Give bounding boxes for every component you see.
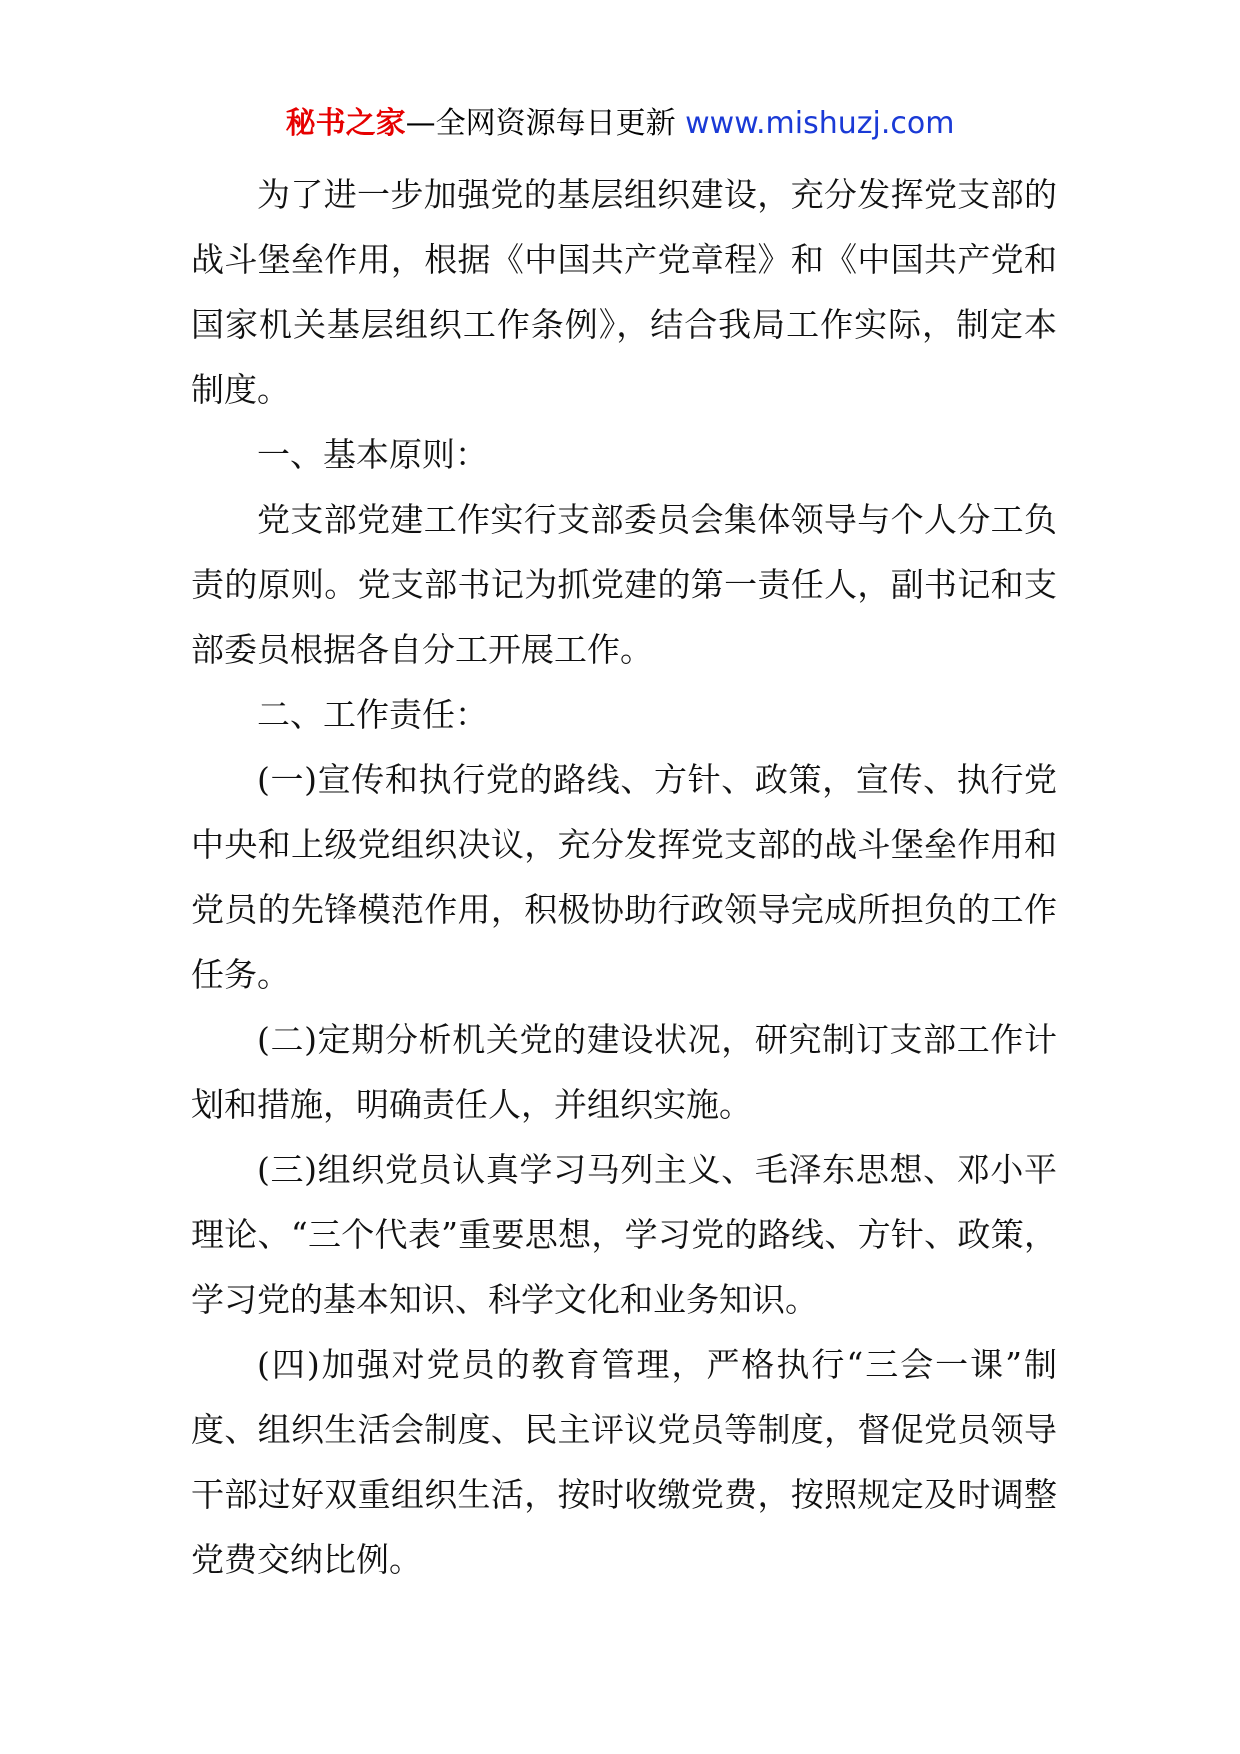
responsibility-item-4: (四)加强对党员的教育管理，严格执行“三会一课”制度、组织生活会制度、民主评议党员等制度，督促党员领导干部过好双重组织生活，按时收缴党费，按照规定及时调整党费交纳比例。	[191, 1345, 1057, 1579]
page-header	[0, 98, 1240, 150]
responsibility-item-3: (三)组织党员认真学习马列主义、毛泽东思想、邓小平理论、“三个代表”重要思想，学习党的路线、方针、政策，学习党的基本知识、科学文化和业务知识。	[191, 1150, 1057, 1319]
intro-paragraph: 为了进一步加强党的基层组织建设，充分发挥党支部的战斗堡垒作用，根据《中国共产党章程》和《中国共产党和国家机关基层组织工作条例》，结合我局工作实际，制定本制度。	[191, 175, 1057, 409]
responsibility-item-1: (一)宣传和执行党的路线、方针、政策，宣传、执行党中央和上级党组织决议，充分发挥党支部的战斗堡垒作用和党员的先锋模范作用，积极协助行政领导完成所担负的工作任务。	[191, 760, 1057, 994]
brand-name: 秘书之家	[285, 106, 406, 141]
header-tagline: —全网资源每日更新	[405, 106, 676, 141]
website-url[interactable]: www.mishuzj.com	[685, 106, 955, 141]
section-heading-principles: 一、基本原则：	[257, 435, 488, 474]
section-heading-responsibilities: 二、工作责任：	[257, 695, 488, 734]
document-body	[191, 162, 1057, 1592]
responsibility-item-2: (二)定期分析机关党的建设状况，研究制订支部工作计划和措施，明确责任人，并组织实施。	[191, 1020, 1057, 1124]
principles-paragraph: 党支部党建工作实行支部委员会集体领导与个人分工负责的原则。党支部书记为抓党建的第一责任人，副书记和支部委员根据各自分工开展工作。	[191, 500, 1057, 669]
